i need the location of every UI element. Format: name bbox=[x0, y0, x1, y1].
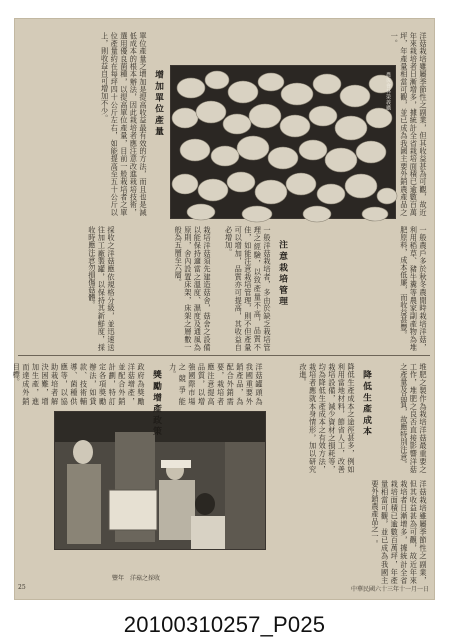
heading-incentive-policy: 獎勵增產政策 bbox=[151, 370, 161, 438]
column-bottom-right: 洋菇栽培雖屬季節性之副業，但其收益甚為可觀，故近年來栽培者日漸增多，據統計全省栽培面積已逾數百萬坪，年產量相當可觀，並已成為我國主要外銷農產品之一。 bbox=[371, 480, 428, 584]
column-middle-b: 採收之洋菇應依規格分級，並迅速送往加工廠製罐，以保持其新鮮度，採收時應注意勿損傷菇體。 bbox=[87, 226, 116, 351]
page-number: 25 bbox=[18, 584, 26, 591]
mushroom-photo bbox=[170, 65, 396, 219]
column-increase-yield: 單位產量之增加是提高收益最有效的方法，而且也是減低成本的根本辦法，因此栽培者應注意改進栽培技術，選用優良菌種，以提高單位產量，目前一般栽培者之單位產量約在每坪四十公斤左右，如能提高至五十公斤以上，則收益自可增加不少。 bbox=[100, 32, 148, 216]
column-lower-right: 堆肥之製作為栽培洋菇最重要之工作，堆肥之良否直接影響洋菇之產量及品質，故應特別注意。 bbox=[399, 363, 428, 473]
column-middle-a: 栽培洋菇須先建造菇舍，菇舍之設備以能保持適當之溫度、濕度及通風為原則，舍內設置床架，床架之層數一般為五層至六層。 bbox=[174, 226, 212, 351]
mushroom-photo-image bbox=[171, 66, 395, 218]
column-cultivation-management: 一般洋菇栽培者，多由於缺乏栽培管理之經驗，以致產量不高，品質不佳，如能注意栽培管理，則不但產量可以增加，品質亦可提高，其收益自必增加。 bbox=[224, 226, 272, 351]
issue-date: 中華民國六十三年十一月一日 bbox=[350, 586, 429, 593]
heading-increase-yield: 增加單位產量 bbox=[153, 70, 163, 138]
document-id: 20100310257_P025 bbox=[123, 612, 326, 637]
column-incentive-policy: 政府為獎勵洋菇增產，並配合外銷計劃，特訂定各項獎勵辦法，如貸款、技術輔導、菌種供應等，以協助栽培者解決困難，增加生產，進而達成外銷目標。 bbox=[12, 363, 146, 405]
heading-reduce-cost: 降低生產成本 bbox=[361, 370, 371, 438]
column-lower-middle: 洋菇罐頭為我國重要外銷產品，為配合外銷需要，栽培者應注意提高品質，以增強國際市場之競爭能力。 bbox=[168, 363, 264, 405]
top-photo-credit: 農復會林榮義攝 bbox=[385, 72, 391, 111]
column-right-middle: 一般農戶多於秋冬農閒時栽培洋菇，利用稻草、豬牛糞等農家副產物為堆肥原料，成本低廉，而收益甚豐。 bbox=[399, 226, 428, 351]
magazine-page bbox=[14, 18, 435, 600]
column-reduce-cost: 降低生產成本之途徑甚多，例如利用當地材料，節省人工，改善栽培設備，減少資材之損耗等，均為降低生產成本之有效方法，栽培者應就本身情形，加以研究改進。 bbox=[299, 363, 356, 473]
section-divider bbox=[18, 355, 430, 356]
column-right-top: 洋菇栽培雖屬季節性之副業，但其收益甚為可觀，故近年來栽培者日漸增多，據統計全省栽培面積已逾數百萬坪，年產量相當可觀，並已成為我國主要外銷農產品之一。 bbox=[390, 32, 428, 216]
heading-cultivation-management: 注意栽培管理 bbox=[277, 240, 287, 308]
photo-caption: 豐年 洋菇之採收 bbox=[112, 575, 161, 582]
